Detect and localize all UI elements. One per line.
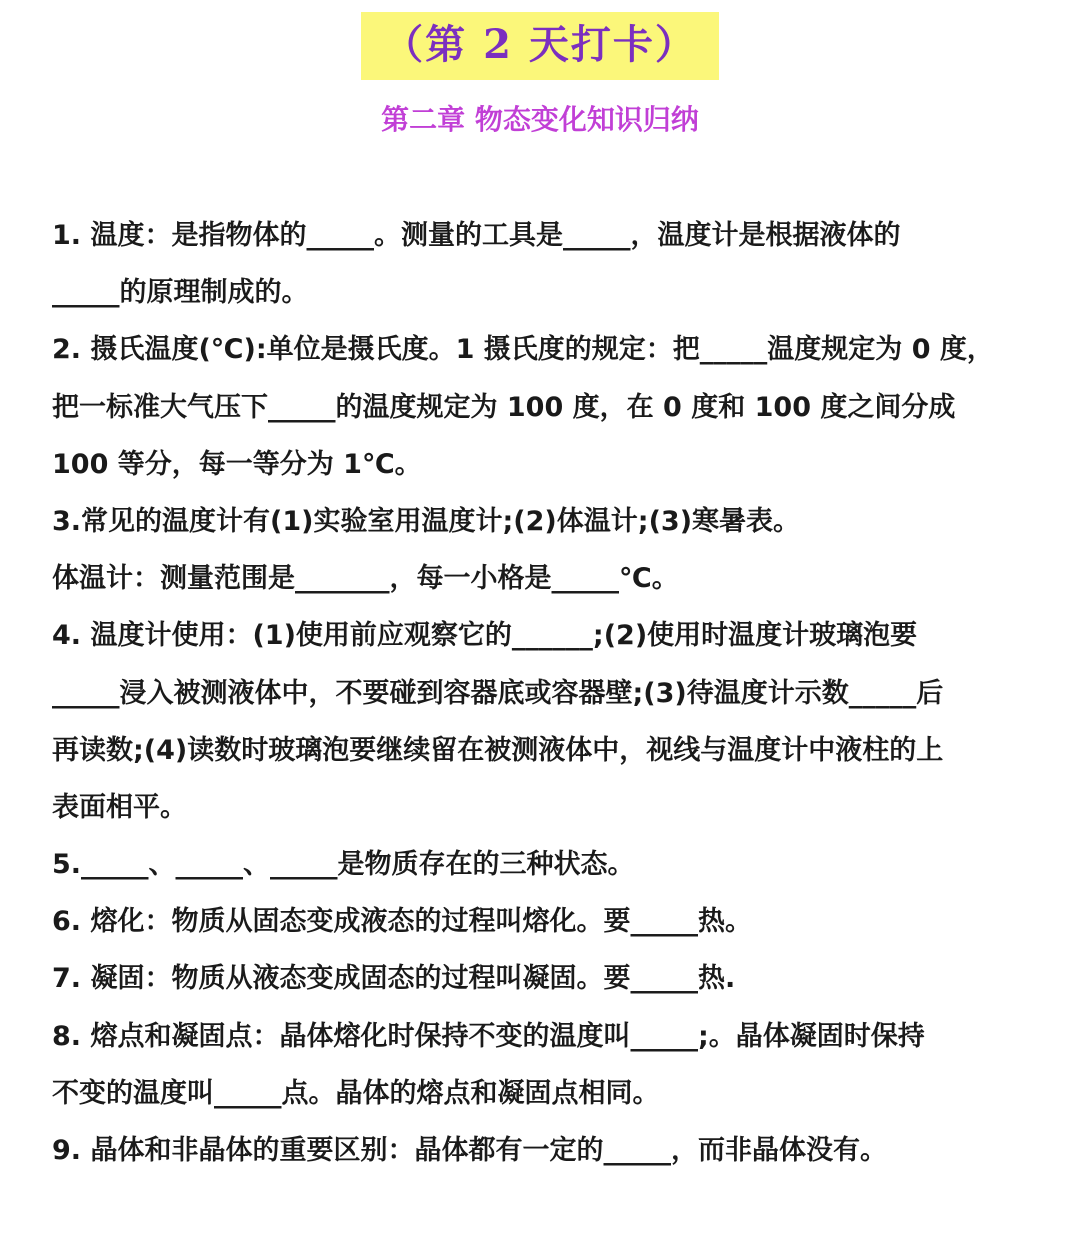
text-line-8: 4. 温度计使用：(1)使用前应观察它的______;(2)使用时温度计玻璃泡要 — [52, 620, 918, 652]
chapter-subtitle: 第二章 物态变化知识归纳 — [381, 103, 699, 136]
text-line-9: _____浸入被测液体中，不要碰到容器底或容器壁;(3)待温度计示数_____后 — [52, 677, 944, 709]
knowledge-list — [52, 207, 1042, 1179]
text-line-7: 体温计：测量范围是_______，每一小格是_____℃。 — [52, 563, 679, 595]
text-line-5: 100 等分，每一等分为 1℃。 — [52, 448, 422, 480]
text-line-4: 把一标准大气压下_____的温度规定为 100 度，在 0 度和 100 度之间分成 — [52, 391, 956, 423]
text-line-12: 5._____、_____、_____是物质存在的三种状态。 — [52, 849, 635, 881]
text-line-11: 表面相平。 — [52, 791, 187, 823]
text-line-17: 9. 晶体和非晶体的重要区别：晶体都有一定的_____，而非晶体没有。 — [52, 1135, 887, 1166]
text-line-16: 不变的温度叫_____点。晶体的熔点和凝固点相同。 — [52, 1077, 660, 1109]
page-title: （第 2 天打卡） — [361, 12, 719, 80]
text-line-10: 再读数;(4)读数时玻璃泡要继续留在被测液体中，视线与温度计中液柱的上 — [52, 734, 944, 766]
title-wrap — [0, 12, 1080, 80]
text-line-1: 1. 温度：是指物体的_____。测量的工具是_____，温度计是根据液体的 — [52, 220, 901, 251]
text-line-15: 8. 熔点和凝固点：晶体熔化时保持不变的温度叫_____;。晶体凝固时保持 — [52, 1020, 925, 1052]
text-line-3: 2. 摄氏温度(℃):单位是摄氏度。1 摄氏度的规定：把_____温度规定为 0 度， — [52, 334, 994, 366]
text-line-13: 6. 熔化：物质从固态变成液态的过程叫熔化。要_____热。 — [52, 906, 752, 938]
text-line-6: 3.常见的温度计有(1)实验室用温度计;(2)体温计;(3)寒暑表。 — [52, 505, 801, 537]
text-line-2: _____的原理制成的。 — [52, 277, 309, 309]
text-line-14: 7. 凝固：物质从液态变成固态的过程叫凝固。要_____热. — [52, 963, 736, 995]
